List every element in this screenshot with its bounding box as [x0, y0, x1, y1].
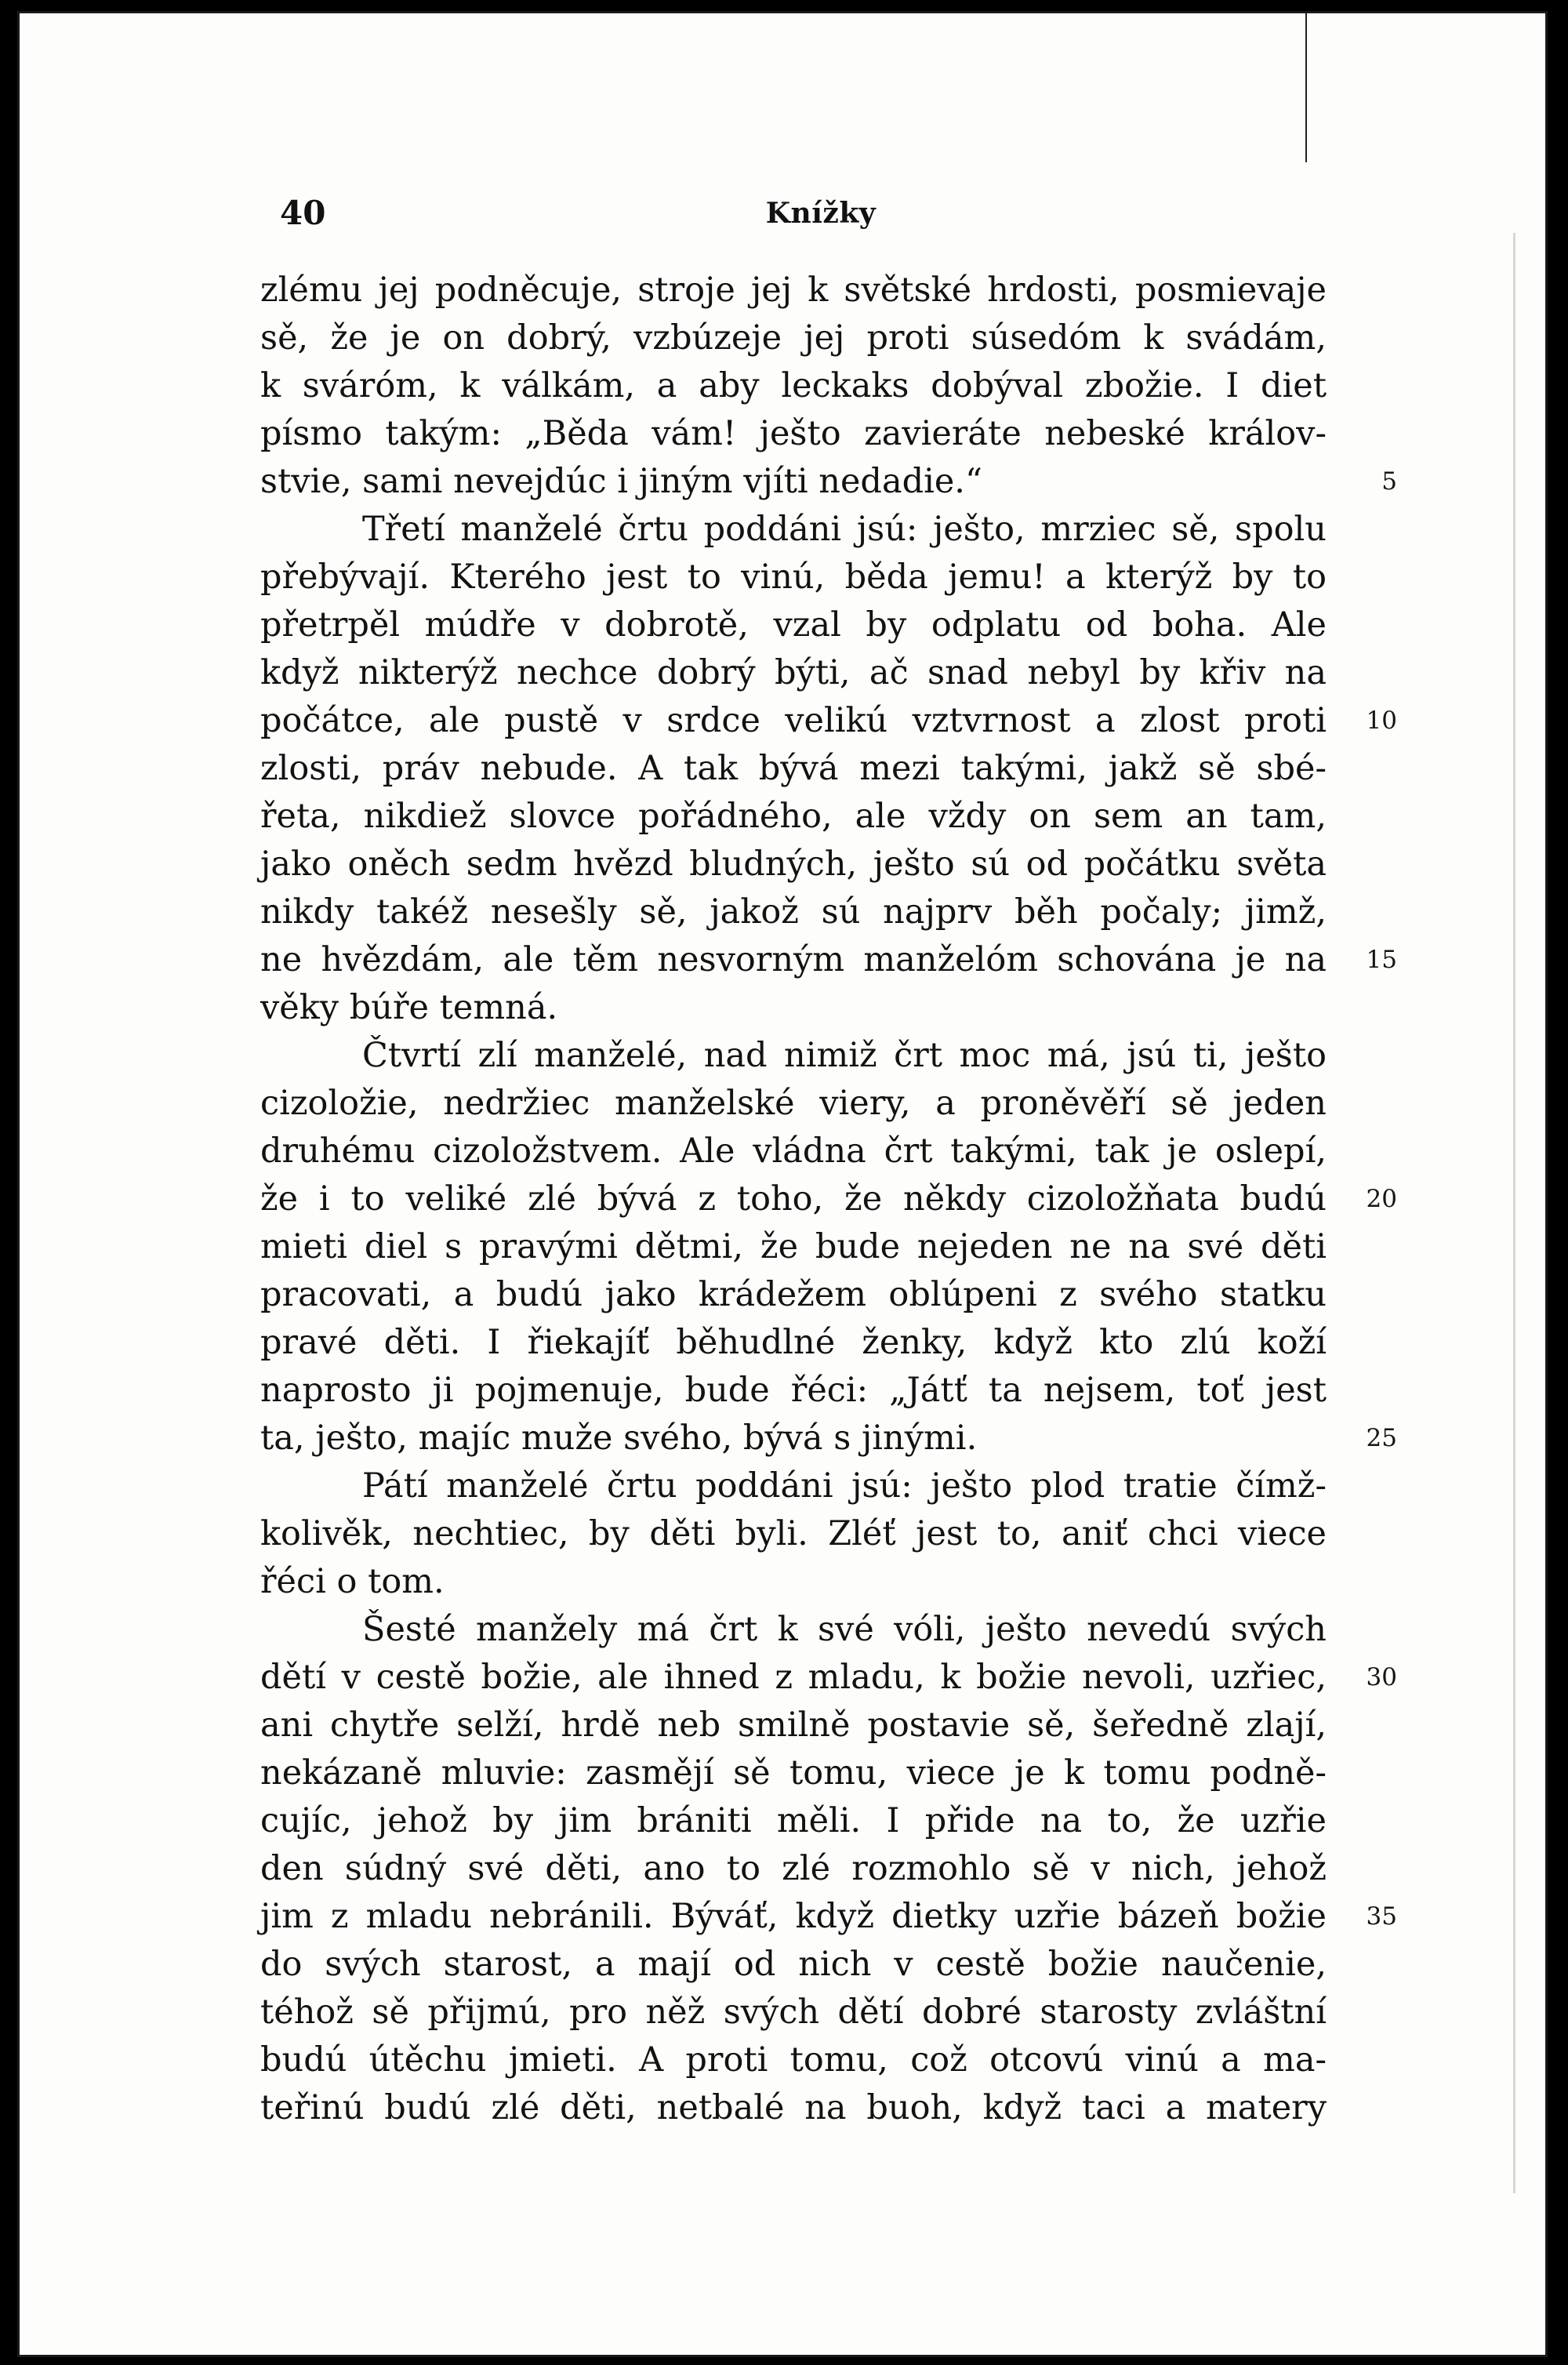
line-text: budú útěchu jmieti. A proti tomu, což otcovú vinú a ma-	[260, 2040, 1327, 2080]
line-text: ani chytře selží, hrdě neb smilně postavie sě, šeředně zlají,	[260, 1706, 1327, 1745]
text-line	[260, 1749, 1327, 1797]
line-number: 35	[1366, 1902, 1397, 1931]
line-text: mieti diel s pravými dětmi, že bude nejeden ne na své děti	[260, 1227, 1327, 1266]
line-text: jako oněch sedm hvězd bludných, ješto sú od počátku světa	[260, 845, 1327, 884]
scan-mark-top	[1305, 13, 1307, 162]
text-line	[260, 793, 1327, 841]
text-line	[260, 1989, 1327, 2036]
line-text: do svých starost, a mají od nich v cestě božie naučenie,	[260, 1945, 1327, 1984]
text-line	[260, 410, 1327, 458]
text-line	[260, 1415, 1397, 1462]
line-text: když nikterýž nechce dobrý býti, ač snad nebyl by křiv na	[260, 653, 1327, 692]
line-text: Pátí manželé črtu poddáni jsú: ješto plod tratie čímž-	[362, 1466, 1327, 1506]
line-text: že i to veliké zlé bývá z toho, že někdy cizoložňata budú	[260, 1179, 1327, 1219]
text-line	[260, 1462, 1327, 1510]
line-text: ta, ješto, majíc muže svého, bývá s jinými.	[260, 1419, 978, 1458]
text-line	[260, 1510, 1327, 1558]
line-text: cujíc, jehož by jim brániti měli. I přide na to, že uzřie	[260, 1801, 1327, 1840]
line-number: 10	[1366, 707, 1397, 735]
scan-mark-right	[1513, 233, 1515, 2193]
line-text: téhož sě přijmú, pro něž svých dětí dobré starosty zvláštní	[260, 1993, 1327, 2032]
text-line	[260, 506, 1327, 554]
text-line	[260, 2036, 1327, 2084]
line-text: stvie, sami nevejdúc i jiným vjíti nedadie.“	[260, 462, 982, 501]
line-text: zlosti, práv nebude. A tak bývá mezi takými, jakž sě sbé-	[260, 749, 1327, 788]
running-title: Knížky	[765, 197, 877, 230]
text-line	[260, 888, 1327, 936]
text-line	[260, 1367, 1327, 1415]
text-line	[260, 1654, 1397, 1702]
line-text: počátce, ale pustě v srdce velikú vztvrnost a zlost proti	[260, 701, 1327, 740]
line-text: Čtvrtí zlí manželé, nad nimiž črt moc má, jsú ti, ješto	[362, 1036, 1327, 1075]
line-text: Šesté manžely má črt k své vóli, ješto nevedú svých	[362, 1610, 1327, 1649]
text-line	[260, 1319, 1327, 1367]
text-line	[260, 649, 1327, 697]
text-line	[260, 1223, 1327, 1271]
line-number: 5	[1381, 467, 1397, 496]
line-text: řeta, nikdiež slovce pořádného, ale vždy on sem an tam,	[260, 797, 1327, 836]
line-number: 20	[1366, 1185, 1397, 1213]
line-text: k sváróm, k válkám, a aby leckaks dobýval zbožie. I diet	[260, 366, 1327, 405]
line-text: pravé děti. I řiekajíť běhudlné ženky, když kto zlú koží	[260, 1323, 1327, 1362]
line-text: cizoložie, nedržiec manželské viery, a proněvěří sě jeden	[260, 1084, 1327, 1123]
body-text	[260, 267, 1397, 2132]
text-line	[260, 1845, 1327, 1893]
page-number: 40	[280, 194, 326, 232]
text-line	[260, 1702, 1327, 1749]
text-line	[260, 1175, 1397, 1223]
line-number: 30	[1366, 1663, 1397, 1691]
text-line	[260, 601, 1327, 649]
text-line	[260, 841, 1327, 888]
text-line	[260, 314, 1327, 362]
text-line	[260, 1080, 1327, 1128]
line-text: teřinú budú zlé děti, netbalé na buoh, když taci a matery	[260, 2088, 1327, 2127]
line-text: druhému cizoložstvem. Ale vládna črt takými, tak je oslepí,	[260, 1132, 1327, 1171]
line-text: Třetí manželé črtu poddáni jsú: ješto, mrziec sě, spolu	[362, 510, 1327, 549]
text-line	[260, 267, 1327, 314]
text-line	[260, 1893, 1397, 1941]
text-line	[260, 1128, 1327, 1175]
line-text: řéci o tom.	[260, 1562, 445, 1601]
text-line	[260, 1558, 1327, 1606]
line-number: 15	[1366, 946, 1397, 974]
line-text: jim z mladu nebránili. Býváť, když dietky uzřie bázeň božie	[260, 1897, 1327, 1936]
line-text: věky búře temná.	[260, 988, 558, 1027]
text-line	[260, 936, 1397, 984]
text-line	[260, 554, 1327, 601]
text-line	[260, 2084, 1327, 2132]
text-line	[260, 745, 1327, 793]
line-text: přetrpěl múdře v dobrotě, vzal by odplatu od boha. Ale	[260, 605, 1327, 645]
line-text: zlému jej podněcuje, stroje jej k světské hrdosti, posmievaje	[260, 271, 1327, 310]
text-line	[260, 1941, 1327, 1989]
text-line	[260, 984, 1327, 1032]
text-line	[260, 697, 1397, 745]
running-head	[280, 194, 1362, 241]
line-text: nekázaně mluvie: zasmějí sě tomu, viece je k tomu podně-	[260, 1753, 1327, 1793]
line-text: den súdný své děti, ano to zlé rozmohlo sě v nich, jehož	[260, 1849, 1327, 1888]
text-line	[260, 458, 1397, 506]
line-text: ne hvězdám, ale těm nesvorným manželóm schována je na	[260, 940, 1327, 979]
line-text: nikdy takéž nesešly sě, jakož sú najprv běh počaly; jimž,	[260, 892, 1327, 932]
line-text: naprosto ji pojmenuje, bude řéci: „Játť ta nejsem, toť jest	[260, 1371, 1327, 1410]
text-line	[260, 1606, 1327, 1654]
text-line	[260, 1797, 1327, 1845]
line-text: pracovati, a budú jako krádežem oblúpeni z svého statku	[260, 1275, 1327, 1314]
text-line	[260, 1271, 1327, 1319]
line-text: písmo takým: „Běda vám! ješto zavieráte nebeské králov-	[260, 414, 1327, 453]
line-text: dětí v cestě božie, ale ihned z mladu, k božie nevoli, uzřiec,	[260, 1658, 1327, 1697]
text-line	[260, 362, 1327, 410]
line-text: kolivěk, nechtiec, by děti byli. Zléť jest to, aniť chci viece	[260, 1514, 1327, 1553]
line-number: 25	[1366, 1424, 1397, 1452]
line-text: sě, že je on dobrý, vzbúzeje jej proti súsedóm k svádám,	[260, 318, 1327, 358]
text-line	[260, 1032, 1327, 1080]
line-text: přebývají. Kterého jest to vinú, běda jemu! a kterýž by to	[260, 558, 1327, 597]
